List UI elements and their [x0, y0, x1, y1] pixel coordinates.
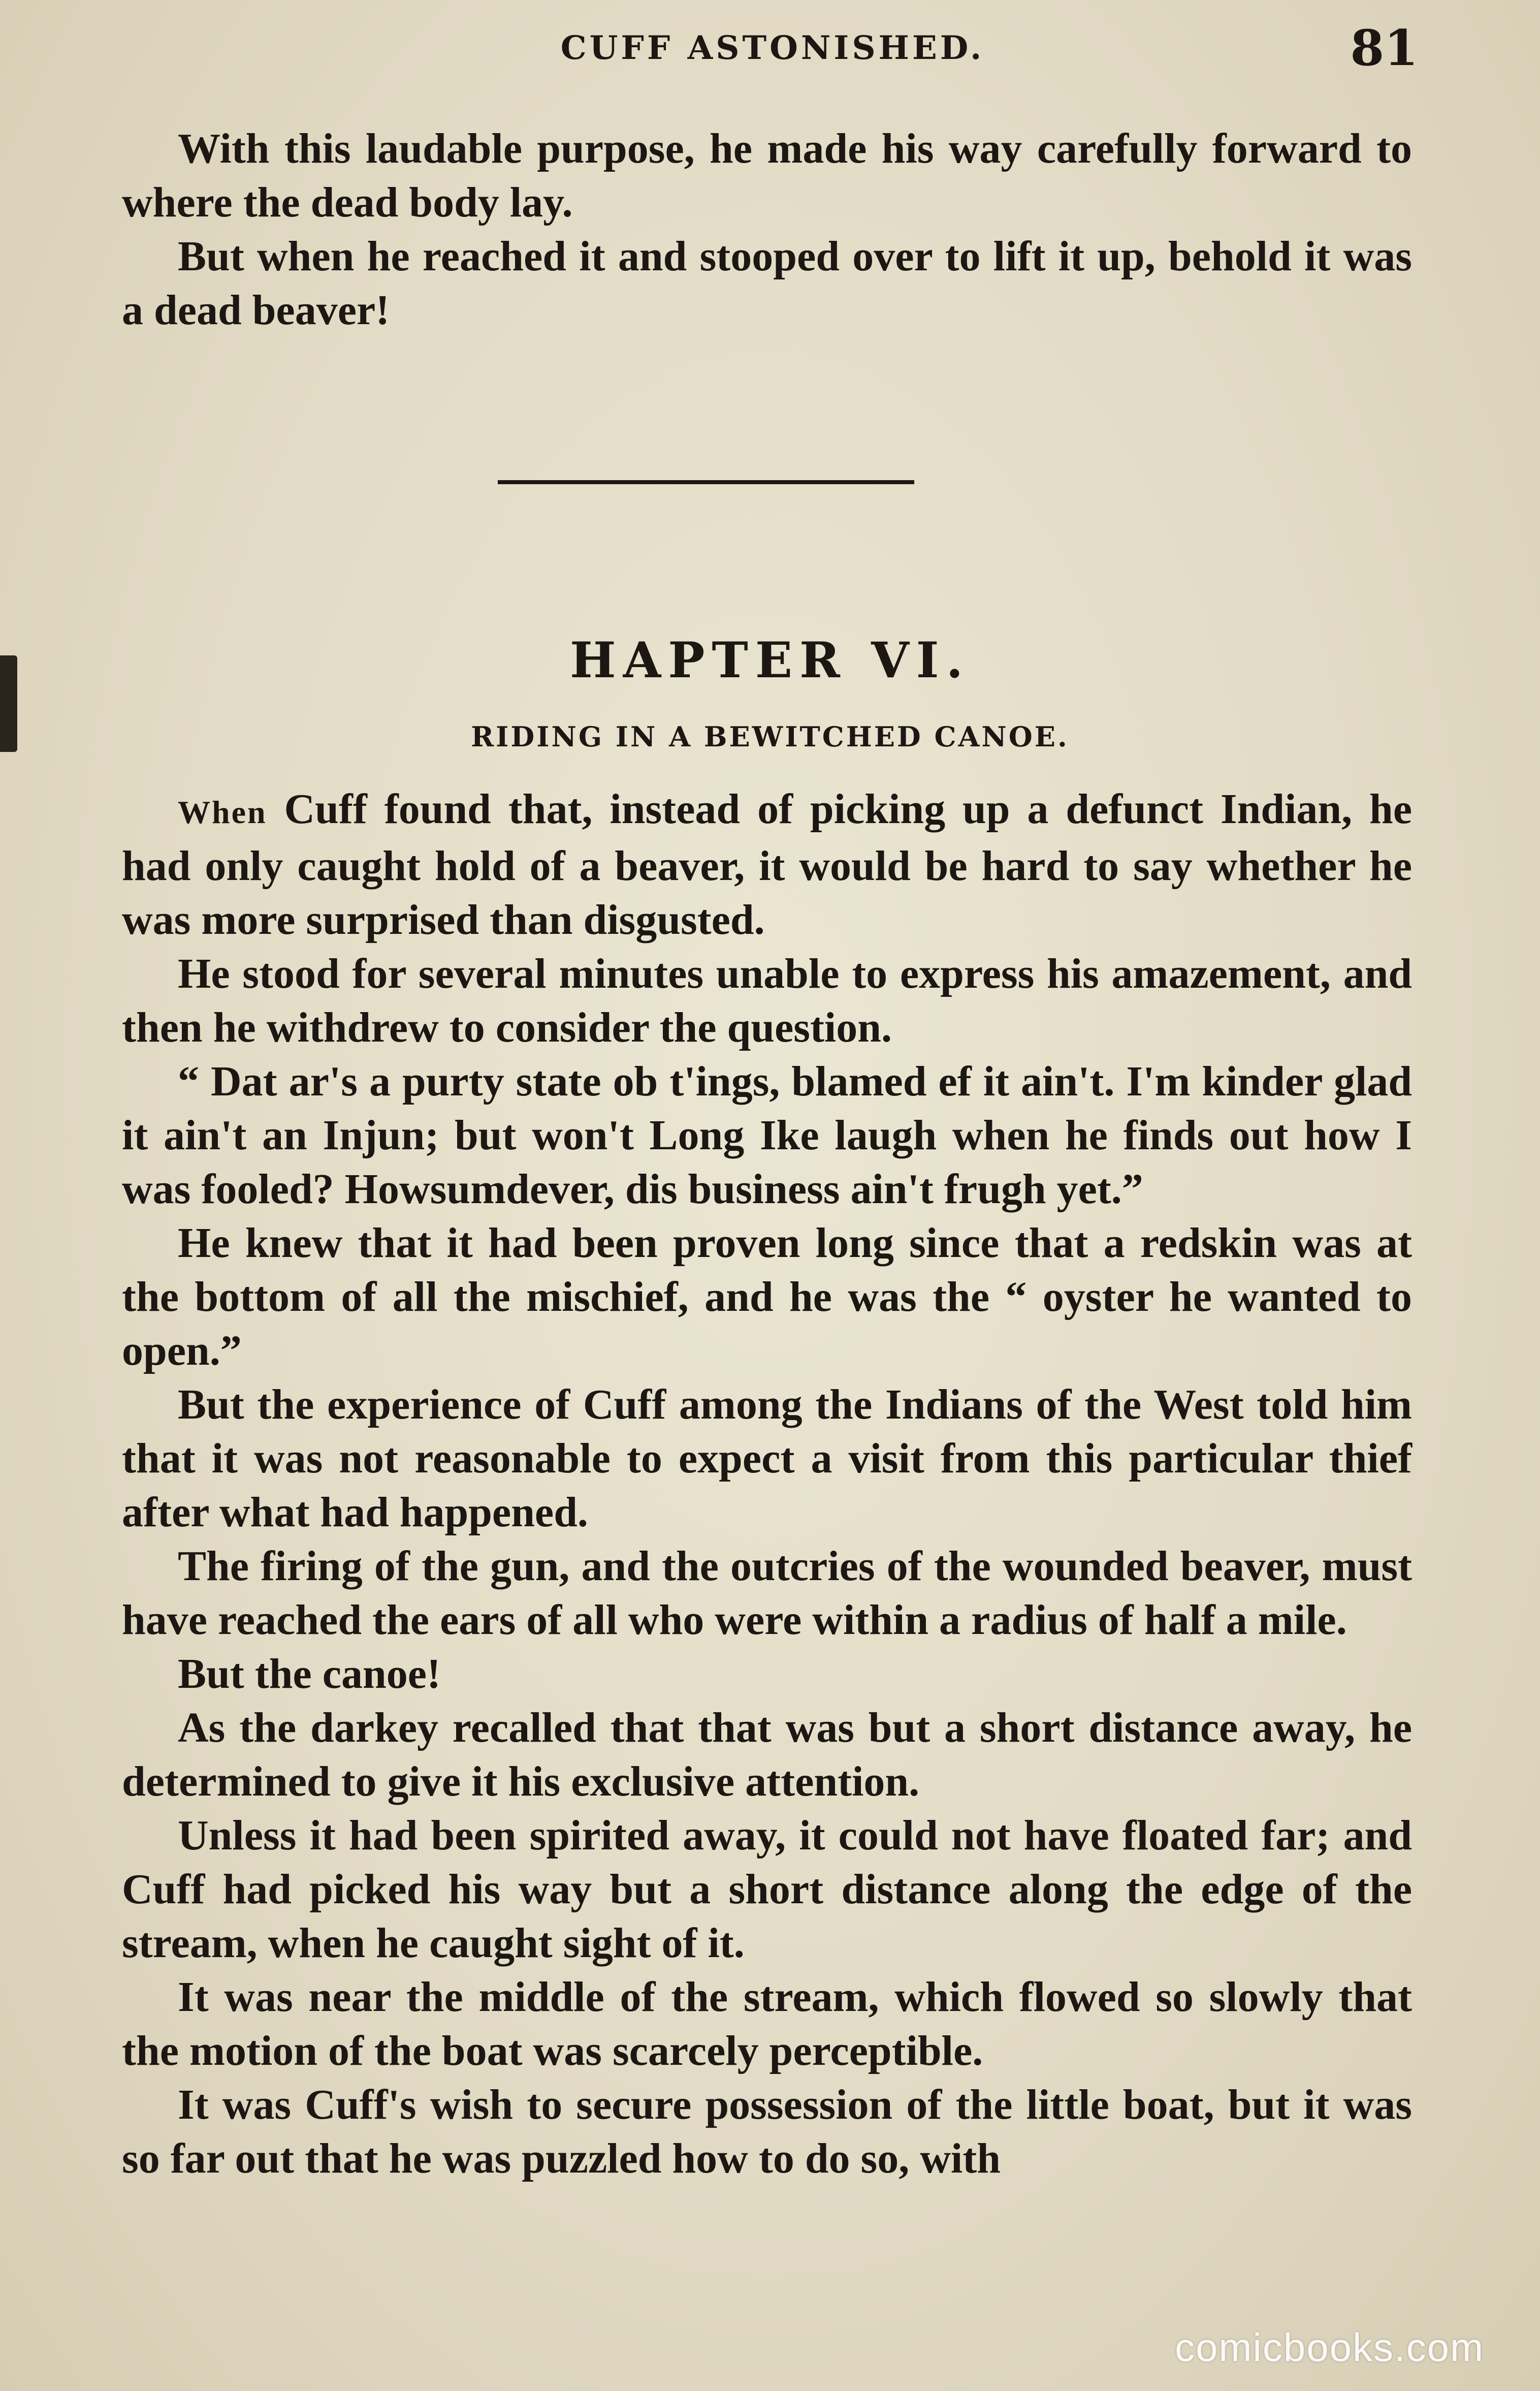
paragraph: But the experience of Cuff among the Indians of the West told him that it was not reasonable to expect a visit from this particular thief after what had happened. [122, 1381, 1412, 1536]
paragraph: “ Dat ar's a purty state ob t'ings, blamed ef it ain't. I'm kinder glad it ain't an Injun; but won't Long Ike laugh when he finds out how I was fooled? Howsumdever, dis business ain't frugh yet.” [122, 1058, 1412, 1213]
paragraph: He knew that it had been proven long since that a redskin was at the bottom of all the mischief, and he was the “ oyster he wanted to open.” [122, 1219, 1412, 1374]
paragraph: Unless it had been spirited away, it could not have floated far; and Cuff had picked his way but a short distance along the edge of the stream, when he caught sight of it. [122, 1812, 1412, 1967]
page-number: 81 [1350, 19, 1418, 77]
text-block-main [122, 782, 1412, 2186]
paragraph: It was near the middle of the stream, which flowed so slowly that the motion of the boat was scarcely perceptible. [122, 1973, 1412, 2074]
opening-text: Cuff found that, instead of picking up a defunct Indian, he had only caught hold of a beaver, it would be hard to say whether he was more surprised than disgusted. [122, 785, 1412, 943]
paragraph: But when he reached it and stooped over to lift it up, behold it was a dead beaver! [122, 233, 1412, 334]
opening-word: When [178, 794, 267, 830]
text-block-top [122, 122, 1412, 337]
paragraph: But the canoe! [178, 1650, 441, 1697]
paragraph: With this laudable purpose, he made his way carefully forward to where the dead body lay. [122, 125, 1412, 226]
chapter-title: HAPTER VI. [570, 632, 970, 689]
watermark: comicbooks.com [1175, 2325, 1484, 2370]
paragraph: He stood for several minutes unable to express his amazement, and then he withdrew to consider the question. [122, 950, 1412, 1051]
paragraph-first [122, 782, 1412, 947]
paragraph: The firing of the gun, and the outcries of the wounded beaver, must have reached the ears of all who were within a radius of half a mile. [122, 1543, 1412, 1644]
running-head: CUFF ASTONISHED. [560, 29, 985, 67]
page-header [127, 20, 1418, 76]
chapter-subtitle: RIDING IN A BEWITCHED CANOE. [471, 720, 1069, 753]
section-rule [498, 480, 914, 484]
paragraph: As the darkey recalled that that was but a short distance away, he determined to give it his exclusive attention. [122, 1704, 1412, 1805]
paragraph: It was Cuff's wish to secure possession of the little boat, but it was so far out that he was puzzled how to do so, with [122, 2081, 1412, 2182]
